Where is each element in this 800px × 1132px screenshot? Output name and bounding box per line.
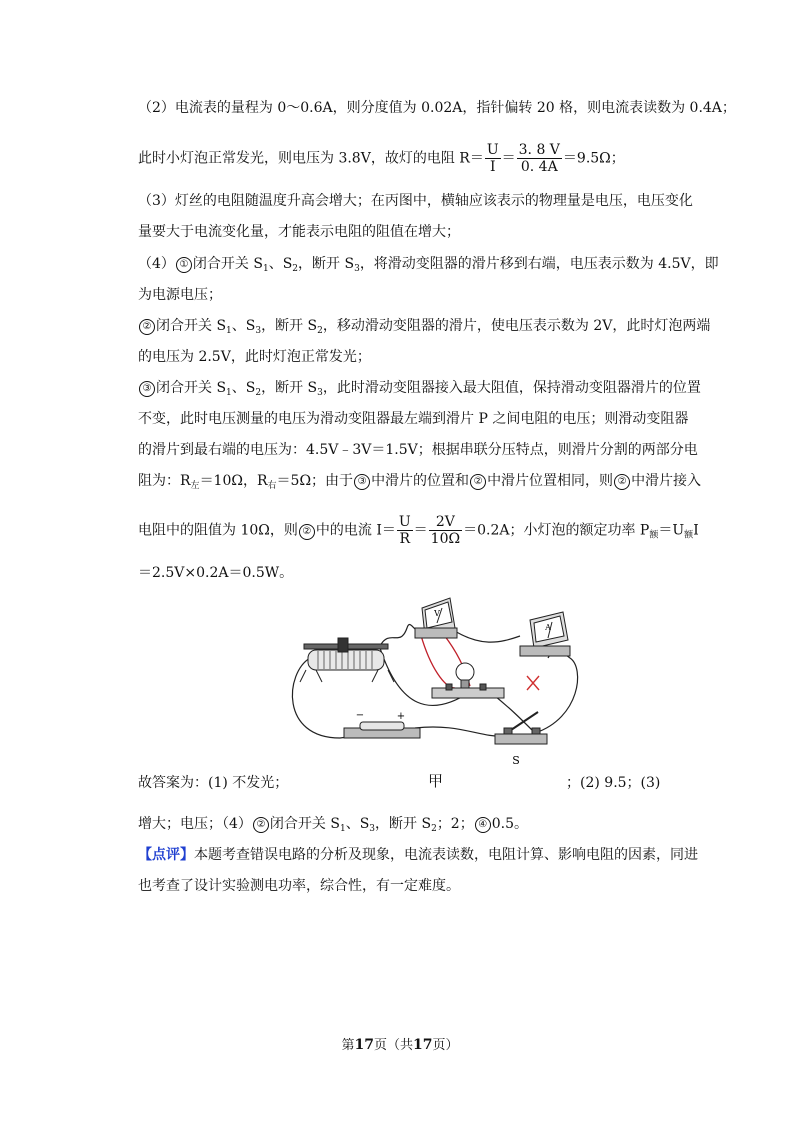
comment-tag: 【点评】: [138, 847, 194, 863]
comment-line: 也考查了设计实验测电功率，综合性，有一定难度。: [138, 878, 460, 894]
solution-line: （3）灯丝的电阻随温度升高会增大；在丙图中，横轴应该表示的物理量是电压，电压变化: [138, 193, 693, 209]
switch: [495, 712, 547, 744]
ammeter: [520, 612, 570, 656]
wire: [415, 727, 505, 736]
solution-line: ＝2.5V×0.2A＝0.5W。: [138, 565, 294, 581]
answer-line-end: ；(2) 9.5；(3): [566, 775, 661, 791]
solution-line: 的滑片到最右端的电压为：4.5V﹣3V＝1.5V；根据串联分压特点，则滑片分割的两部分电: [138, 442, 698, 458]
solution-line-current: 电阻中的阻值为 10Ω，则 ② 中的电流 I＝ $\frac{U}{R}$ ＝ $\frac{2V}{10\Omega}$ ＝0.2A；小灯泡的额定功率 $P_额=U_额I$: [138, 514, 699, 547]
solution-line: （4） ① 闭合开关 $S_1$、$S_2$，断开 $S_3$，将滑动变阻器的滑片移到右端，电压表示数为 4.5V，即: [138, 256, 719, 274]
voltmeter-label: V: [434, 609, 440, 618]
rheostat: [300, 638, 394, 682]
plus-sign: +: [396, 711, 406, 722]
red-wire: [420, 632, 455, 688]
fraction: $\frac{U}{I}$: [486, 142, 499, 175]
switch-label: S: [512, 754, 520, 767]
cross-mark: [527, 676, 539, 690]
solution-line: （2）电流表的量程为 0～0.6A，则分度值为 0.02A，指针偏转 20 格，则电流表读数为 0.4A；: [138, 100, 736, 116]
figure-caption: 甲: [428, 772, 444, 790]
solution-line: 不变，此时电压测量的电压为滑动变阻器最左端到滑片 P 之间电阻的电压；则滑动变阻器: [138, 411, 689, 427]
ammeter-label: A: [545, 623, 551, 632]
solution-line-resistance: 此时小灯泡正常发光，则电压为 3.8V，故灯的电阻 R＝ $\frac{U}{I}$ ＝ $\frac{3. 8 V}{0. 4A}$ ＝9.5Ω；: [138, 142, 625, 175]
minus-sign: −: [355, 710, 365, 721]
fraction: $\frac{2V}{10\Omega}$: [430, 514, 461, 547]
wire: [535, 653, 578, 733]
solution-line: 为电源电压；: [138, 287, 222, 303]
page-footer: 第17页（共17页）: [341, 1037, 459, 1053]
solution-line: 阻为：$R_左=10\Omega$，$R_右=5\Omega$；由于 ③ 中滑片的位置和 ② 中滑片位置相同，则 ② 中滑片接入: [138, 473, 702, 491]
solution-line: ③ 闭合开关 $S_1$、$S_2$，断开 $S_3$，此时滑动变阻器接入最大阻值，保持滑动变阻器滑片的位置: [138, 378, 701, 403]
comment-line: 【点评】本题考查错误电路的分析及现象，电流表读数，电阻计算、影响电阻的因素，同进: [138, 847, 698, 863]
solution-line: ② 闭合开关 $S_1$、$S_3$，断开 $S_2$，移动滑动变阻器的滑片，使电压表示数为 2V，此时灯泡两端: [138, 316, 710, 341]
solution-line: 的电压为 2.5V，此时灯泡正常发光；: [138, 349, 371, 365]
fraction: $\frac{3. 8 V}{0. 4A}$: [518, 142, 560, 175]
wire: [450, 628, 520, 642]
solution-line: 量要大于电流变化量，才能表示电阻的阻值在增大；: [138, 224, 460, 240]
voltmeter: [415, 598, 457, 638]
circuit-diagram: [280, 588, 590, 768]
fraction: $\frac{U}{R}$: [398, 514, 411, 547]
battery: [344, 722, 420, 738]
answer-line: 增大；电压；（4） ② 闭合开关 $S_1$、$S_3$，断开 $S_2$；2； ④ 0.5。: [138, 816, 528, 834]
answer-line: 故答案为：(1) 不发光；: [138, 775, 289, 791]
wire: [380, 625, 420, 646]
